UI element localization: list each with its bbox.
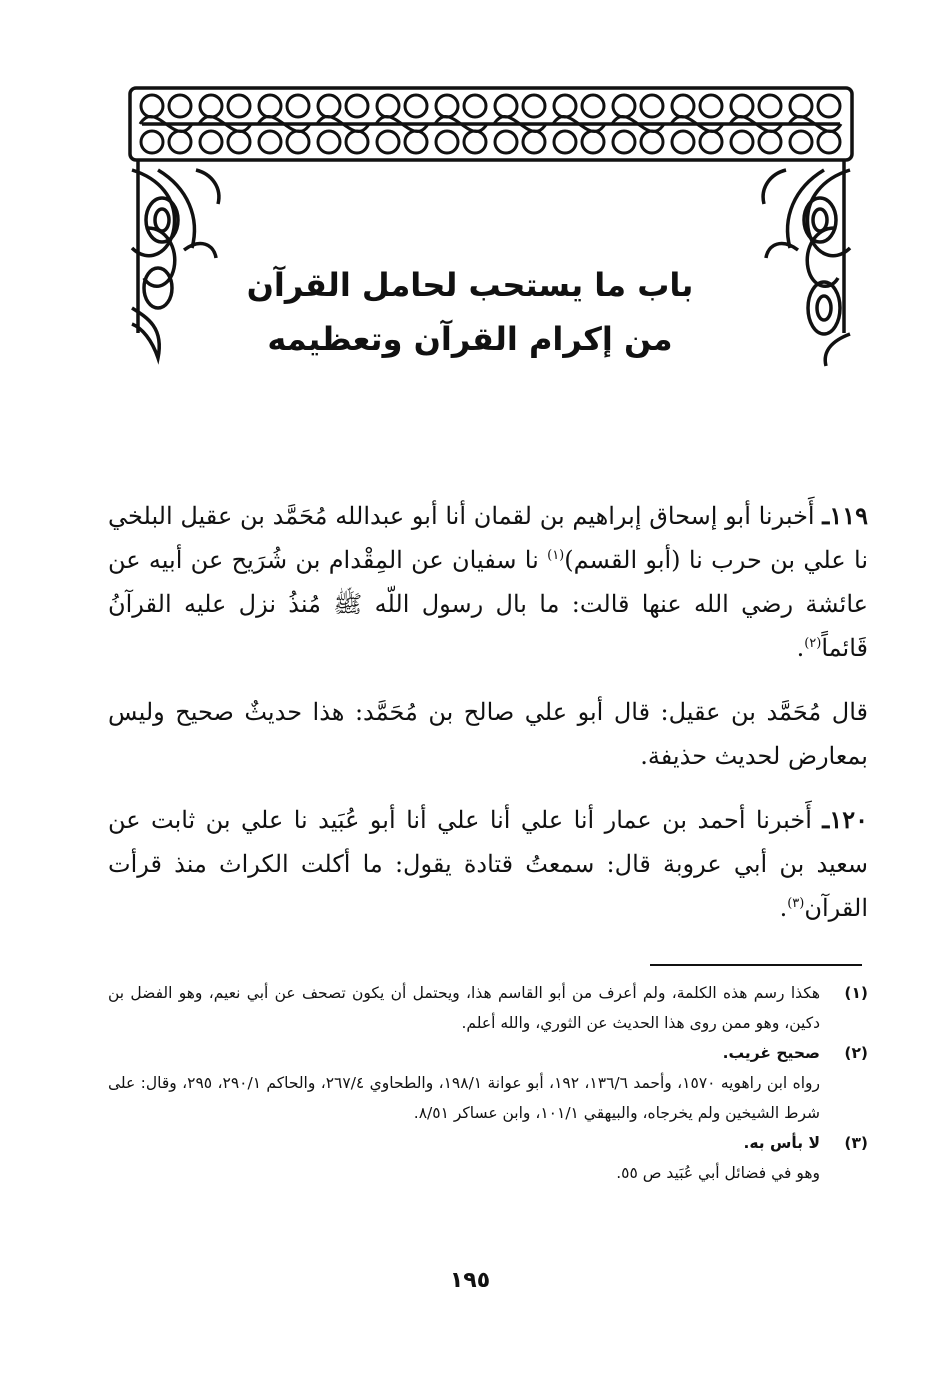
commentary-paragraph: قال مُحَمَّد بن عقيل: قال أبو علي صالح بن مُحَمَّد: هذا حديثٌ صحيح وليس بمعارض لحديث حذيفة. (108, 698, 869, 770)
hadith-text: أَخبرنا أبو إسحاق إبراهيم بن لقمان أنا أبو عبدالله مُحَمَّد بن عقيل البلخي نا علي بن حرب نا (أبو القسم) (108, 502, 869, 574)
footnote-3 (108, 1128, 868, 1188)
footnote-marker: (٢) (844, 1044, 868, 1062)
footnote-grade: لا بأس به. (743, 1134, 820, 1152)
footnote-line: هكذا رسم هذه الكلمة، ولم أعرف من أبو القاسم هذا، ويحتمل أن يكون تصحف عن أبي نعيم، وهو الفضل بن دكين، وهو ممن روى هذا الحديث عن الثوري، والله أعلم. (108, 984, 820, 1032)
footnote-1 (108, 978, 868, 1038)
hadith-text: نا سفيان عن المِقْدام بن شُرَيح عن أبيه عن عائشة رضي الله عنها قالت: ما بال رسول اللّه ﷺ مُنذُ نزل عليه القرآنُ قَائماً (108, 546, 868, 662)
footnote-marker: (١) (844, 984, 868, 1002)
hadith-text: أَخبرنا أحمد بن عمار أنا علي أنا علي أنا أبو عُبَيد نا علي بن ثابت عن سعيد بن أبي عروبة قال: سمعتُ قتادة يقول: ما أكلت الكراث منذ قرأت القرآن (108, 806, 868, 922)
hadith-120-paragraph (108, 798, 868, 930)
footnotes-section (108, 978, 868, 1188)
footnote-grade: صحيح غريب. (722, 1044, 820, 1062)
footnote-ref[interactable]: (٢) (804, 636, 822, 651)
chapter-title-line-1: باب ما يستحب لحامل القرآن (246, 266, 694, 304)
footnote-body (108, 1128, 820, 1188)
footnote-body (108, 978, 820, 1038)
hadith-text: . (779, 894, 788, 922)
footnote-line: وهو في فضائل أبي عُبَيد ص ٥٥. (616, 1164, 820, 1182)
footnote-line: رواه ابن راهويه ١٥٧٠، وأحمد ١٣٦/٦، ١٩٢، أبو عوانة ١٩٨/١، والطحاوي ٢٦٧/٤، والحاكم ٢٩٠/١، ٢٩٥، وقال: على شرط الشيخين ولم يخرجاه، والبيهقي ١٠١/١، وابن عساكر ٨/٥١. (108, 1074, 821, 1122)
footnote-marker: (٣) (844, 1134, 868, 1152)
footnote-body (108, 1038, 820, 1128)
footnote-2 (108, 1038, 868, 1128)
hadith-number: ١٢٠ـ (822, 805, 868, 834)
footnote-ref[interactable]: (٣) (787, 896, 805, 911)
footnote-ref[interactable]: (١) (547, 548, 565, 563)
chapter-title-line-2: من إكرام القرآن وتعظيمه (267, 320, 673, 358)
hadith-119-paragraph (108, 494, 868, 670)
hadith-text: . (796, 634, 805, 662)
footnote-separator (650, 964, 862, 966)
hadith-number: ١١٩ـ (822, 501, 868, 530)
page-number: ١٩٥ (449, 1268, 491, 1293)
